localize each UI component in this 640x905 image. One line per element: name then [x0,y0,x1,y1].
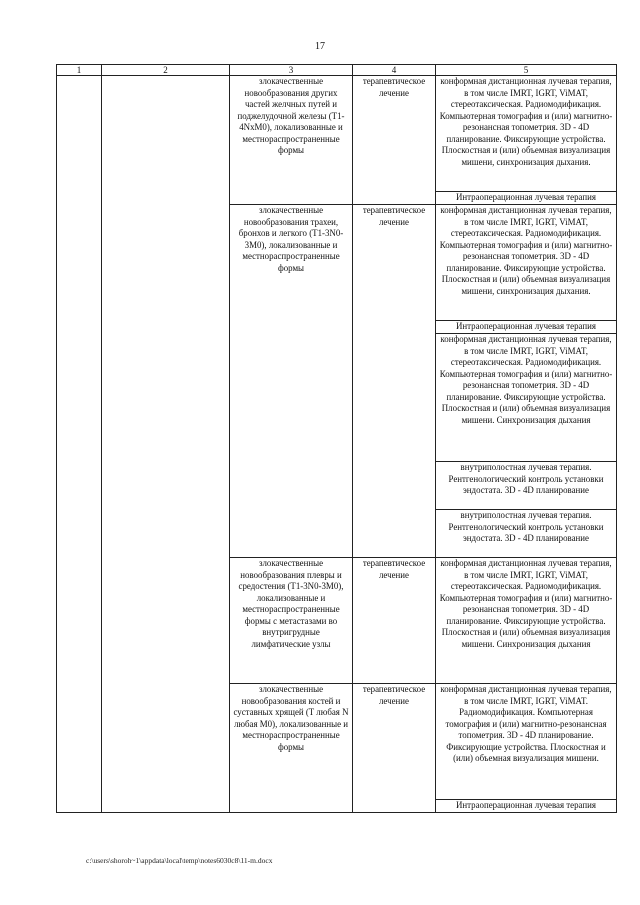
diagnosis-cell: злокачественные новообразования других частей желчных путей и поджелудочной железы (T1-4NxM0), локализованные и местнораспространенные формы [230,76,353,205]
column-header-1: 1 [57,65,102,76]
treatment-cell: терапевтическое лечение [353,558,436,684]
treatment-cell: терапевтическое лечение [353,76,436,205]
diagnosis-cell: злокачественные новообразования костей и суставных хрящей (T любая N любая M0), локализованные и местнораспространенные формы [230,684,353,813]
method-cell: внутриполостная лучевая терапия. Рентгенологический контроль установки эндостата. 3D - 4D планирование [436,510,617,558]
method-cell: Интраоперационная лучевая терапия [436,800,617,813]
method-cell: внутриполостная лучевая терапия. Рентгенологический контроль установки эндостата. 3D - 4D планирование [436,462,617,510]
method-cell: Интраоперационная лучевая терапия [436,192,617,205]
column-header-2: 2 [102,65,230,76]
file-path-footer: c:\users\shoroh~1\appdata\local\temp\notes6030c8\11-m.docx [86,856,273,865]
col1-empty-cell [57,76,102,813]
column-header-4: 4 [353,65,436,76]
diagnosis-cell: злокачественные новообразования плевры и средостения (T1-3N0-3M0), локализованные и местнораспространенные формы с метастазами во внутригрудные лимфатические узлы [230,558,353,684]
column-header-3: 3 [230,65,353,76]
method-cell: конформная дистанционная лучевая терапия, в том числе IMRT, IGRT, ViMAT, стереотаксическая. Радиомодификация. Компьютерная томография и (или) магнитно-резонансная топометрия. 3D - 4D планирование. Фиксирующие устройства. Плоскостная и (или) объемная визуализация мишени. Синхронизация дыхания [436,558,617,684]
method-cell: конформная дистанционная лучевая терапия, в том числе IMRT, IGRT, ViMAT, стереотаксическая. Радиомодификация. Компьютерная томография и (или) магнитно-резонансная топометрия. 3D - 4D планирование. Фиксирующие устройства. Плоскостная и (или) объемная визуализация мишени, синхронизация дыхания. [436,76,617,192]
method-cell: конформная дистанционная лучевая терапия, в том числе IMRT, IGRT, ViMAT, стереотаксическая. Радиомодификация. Компьютерная томография и (или) магнитно-резонансная топометрия. 3D - 4D планирование. Фиксирующие устройства. Плоскостная и (или) объемная визуализация мишени. Синхронизация дыхания [436,334,617,462]
column-header-5: 5 [436,65,617,76]
col2-empty-cell [102,76,230,813]
table-row [57,76,617,192]
method-cell: Интраоперационная лучевая терапия [436,321,617,334]
method-cell: конформная дистанционная лучевая терапия, в том числе IMRT, IGRT, ViMAT, стереотаксическая. Радиомодификация. Компьютерная томография и (или) магнитно-резонансная топометрия. 3D - 4D планирование. Фиксирующие устройства. Плоскостная и (или) объемная визуализация мишени, синхронизация дыхания. [436,205,617,321]
method-cell: конформная дистанционная лучевая терапия, в том числе IMRT, IGRT, ViMAT. Радиомодификация. Компьютерная томография и (или) магнитно-резонансная топометрия. 3D - 4D планирование. Фиксирующие устройства. Плоскостная и (или) объемная визуализация мишени. [436,684,617,800]
treatment-cell: терапевтическое лечение [353,684,436,813]
treatment-cell: терапевтическое лечение [353,205,436,558]
header-row [57,65,617,76]
page-number: 17 [315,41,325,52]
diagnosis-cell: злокачественные новообразования трахеи, бронхов и легкого (T1-3N0-3M0), локализованные и местнораспространенные формы [230,205,353,558]
radiotherapy-table [56,64,617,813]
